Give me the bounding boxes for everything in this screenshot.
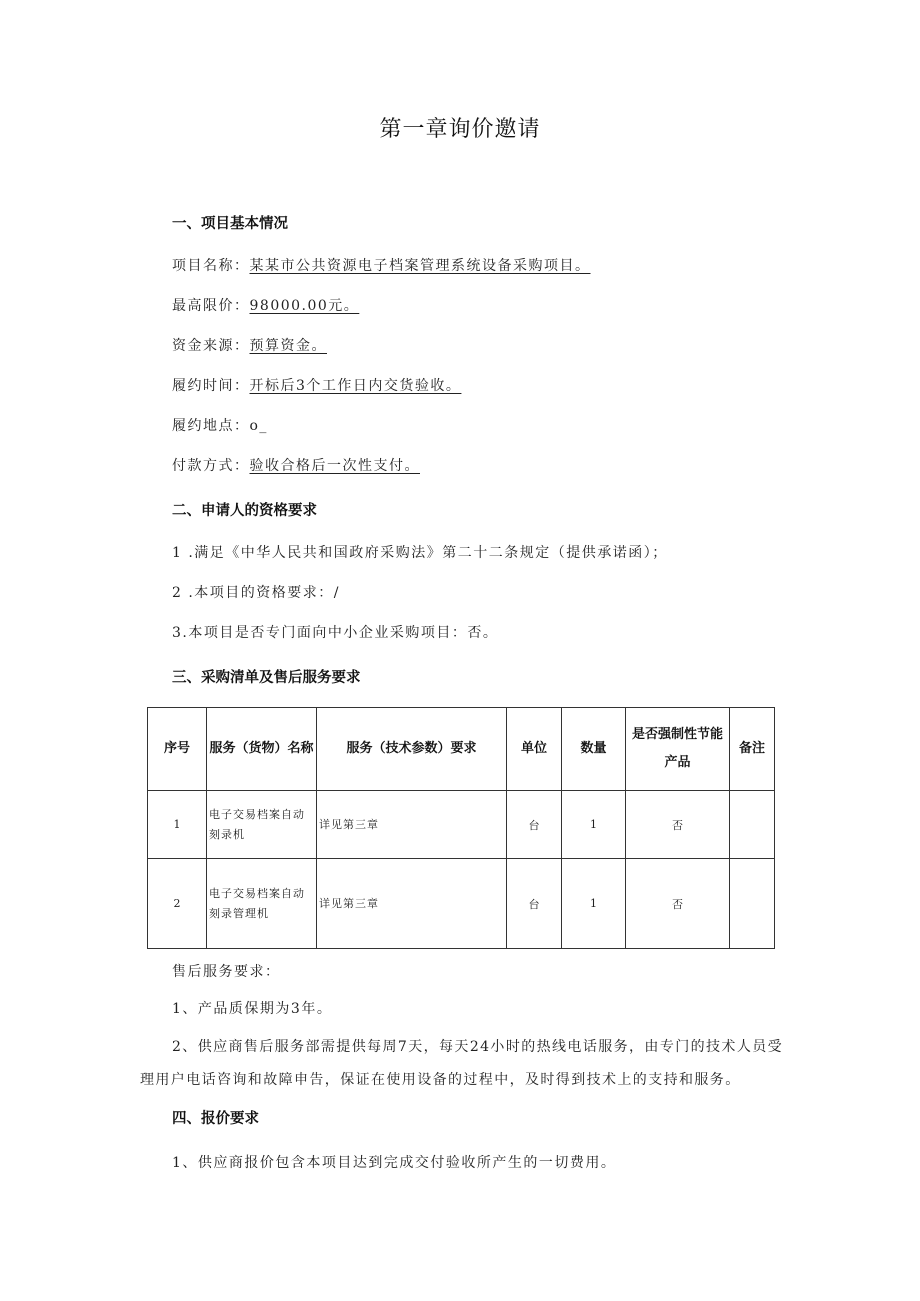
section2-heading: 二、申请人的资格要求 (172, 503, 317, 519)
after-sales-label: 售后服务要求： (172, 964, 281, 980)
perform-place-label: 履约地点： (172, 418, 250, 434)
payment-row (172, 455, 420, 475)
max-price-value: 98000.00元。 (249, 298, 360, 314)
qualification-item-3: 3.本项目是否专门面向中小企业采购项目：否。 (172, 625, 499, 641)
after-sales-item-2: 2、供应商售后服务部需提供每周7天，每天24小时的热线电话服务，由专门的技术人员受理用户电话咨询和故障申告，保证在使用设备的过程中，及时得到技术上的支持和服务。 (140, 1039, 784, 1088)
cell-unit: 台 (507, 859, 562, 949)
qualification-item-1: 1 .满足《中华人民共和国政府采购法》第二十二条规定（提供承诺函）； (172, 545, 668, 561)
perform-time-value: 开标后3个工作日内交货验收。 (249, 378, 462, 394)
project-name-label: 项目名称： (172, 258, 250, 274)
header-no: 序号 (148, 708, 207, 791)
perform-place-value: o_ (249, 418, 268, 434)
cell-name: 电子交易档案自动刻录管理机 (207, 859, 317, 949)
cell-no: 2 (148, 859, 207, 949)
after-sales-item-1: 1、产品质保期为3年。 (172, 1001, 333, 1017)
cell-qty: 1 (562, 859, 626, 949)
header-spec: 服务（技术参数）要求 (317, 708, 507, 791)
fund-source-row (172, 335, 327, 355)
table-row (148, 791, 775, 859)
project-name-row (172, 255, 591, 275)
perform-time-row (172, 375, 461, 395)
header-energy: 是否强制性节能产品 (626, 708, 730, 791)
section4-heading: 四、报价要求 (172, 1111, 259, 1127)
max-price-row (172, 295, 359, 315)
cell-note (730, 791, 775, 859)
perform-time-label: 履约时间： (172, 378, 250, 394)
project-name-value: 某某市公共资源电子档案管理系统设备采购项目。 (249, 258, 591, 274)
cell-energy: 否 (626, 791, 730, 859)
cell-energy: 否 (626, 859, 730, 949)
cell-unit: 台 (507, 791, 562, 859)
section3-heading: 三、采购清单及售后服务要求 (172, 670, 361, 686)
cell-no: 1 (148, 791, 207, 859)
cell-spec: 详见第三章 (317, 791, 507, 859)
header-name: 服务（货物）名称 (207, 708, 317, 791)
page-title: 第一章询价邀请 (379, 117, 541, 142)
payment-value: 验收合格后一次性支付。 (249, 458, 420, 474)
section1-heading: 一、项目基本情况 (172, 216, 288, 232)
table-header-row (148, 708, 775, 791)
cell-spec: 详见第三章 (317, 859, 507, 949)
cell-note (730, 859, 775, 949)
table-row (148, 859, 775, 949)
header-qty: 数量 (562, 708, 626, 791)
procurement-table (147, 707, 775, 949)
header-note: 备注 (730, 708, 775, 791)
perform-place-row (172, 415, 268, 435)
fund-source-label: 资金来源： (172, 338, 250, 354)
payment-label: 付款方式： (172, 458, 250, 474)
cell-qty: 1 (562, 791, 626, 859)
max-price-label: 最高限价： (172, 298, 250, 314)
quote-item-1: 1、供应商报价包含本项目达到完成交付验收所产生的一切费用。 (172, 1155, 617, 1171)
cell-name: 电子交易档案自动刻录机 (207, 791, 317, 859)
qualification-item-2: 2 .本项目的资格要求：/ (172, 585, 341, 601)
header-unit: 单位 (507, 708, 562, 791)
fund-source-value: 预算资金。 (249, 338, 327, 354)
